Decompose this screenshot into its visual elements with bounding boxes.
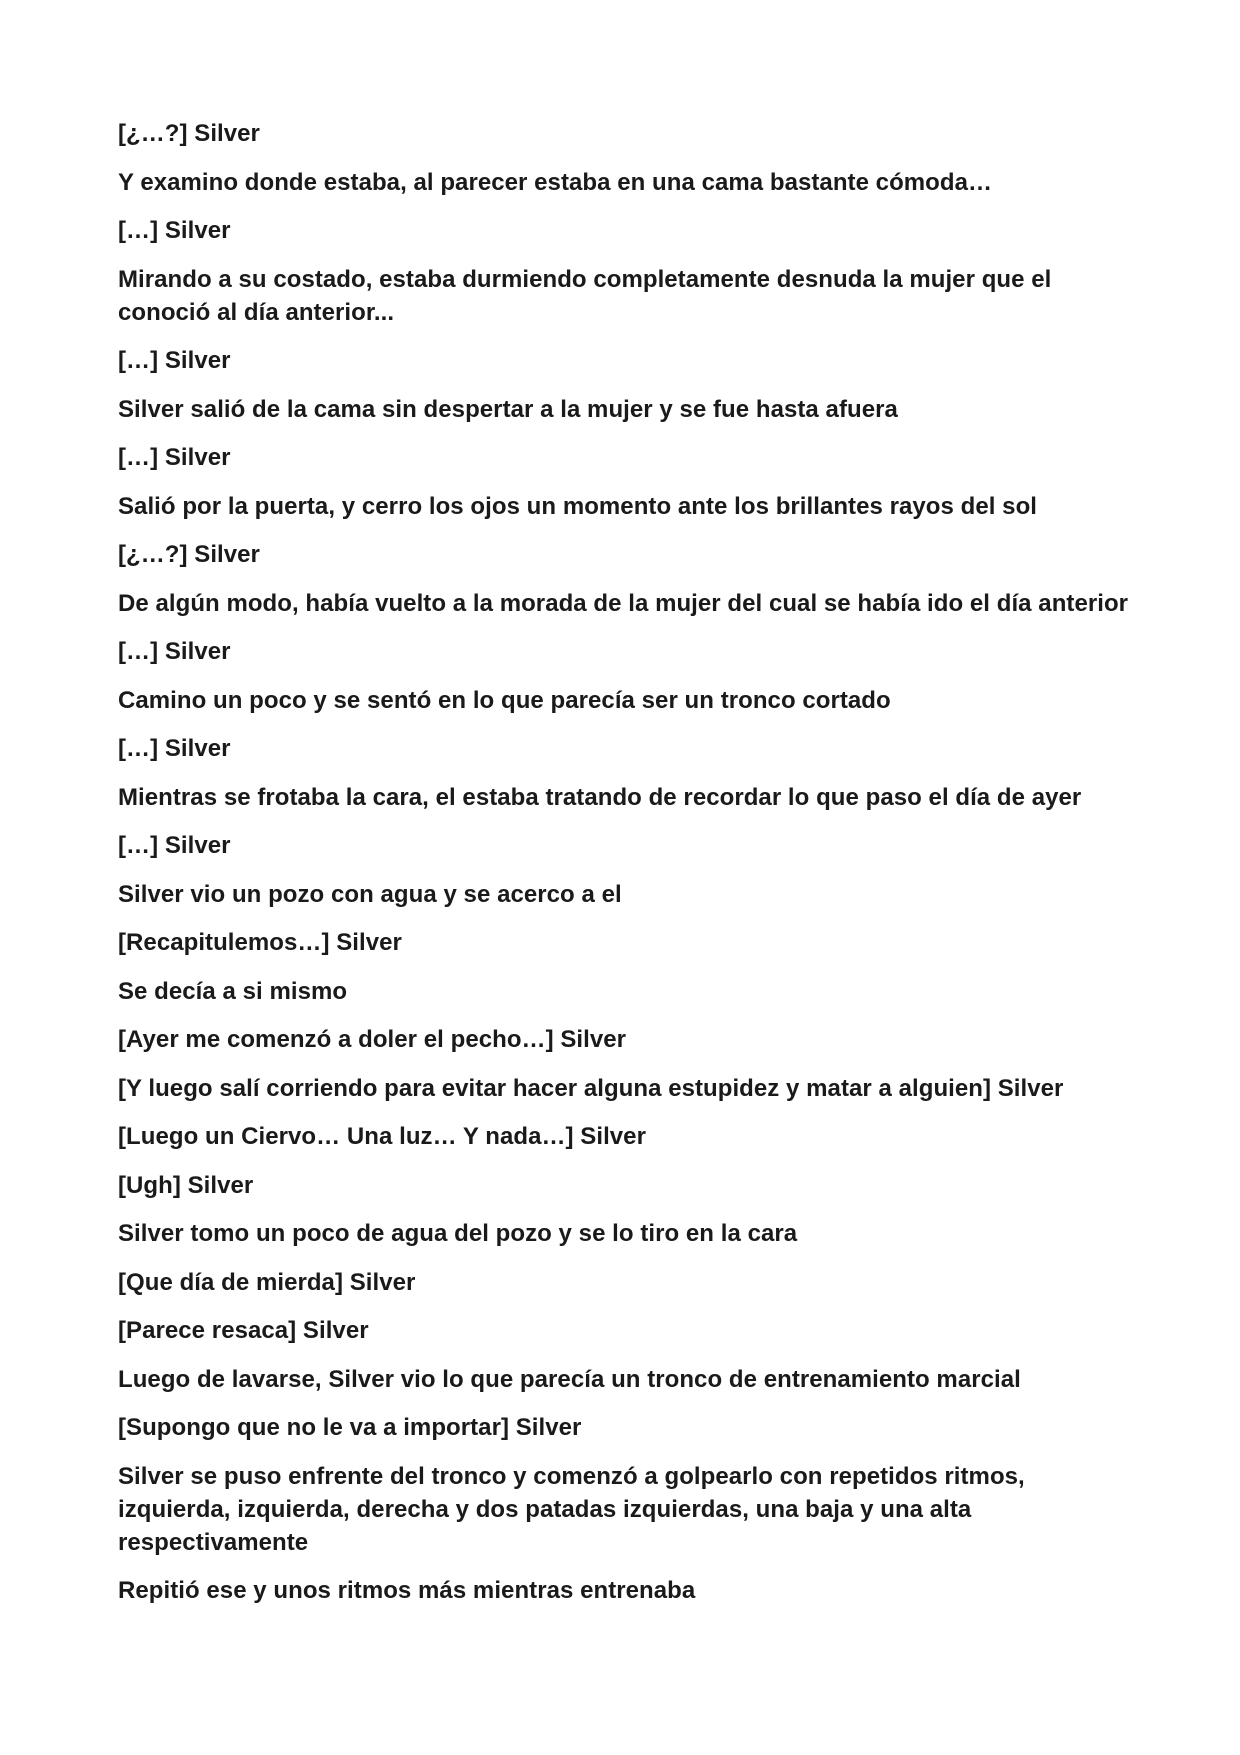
paragraph-12: Camino un poco y se sentó en lo que parecía ser un tronco cortado: [118, 686, 891, 714]
paragraph-15: […] Silver: [118, 832, 231, 859]
paragraph-27: [Supongo que no le va a importar] Silver: [118, 1414, 582, 1441]
paragraph-13: […] Silver: [118, 735, 231, 762]
paragraph-5: […] Silver: [118, 347, 231, 374]
paragraph-2: Y examino donde estaba, al parecer estaba en una cama bastante cómoda…: [118, 168, 993, 196]
paragraph-9: [¿…?] Silver: [118, 541, 260, 568]
paragraph-10: De algún modo, había vuelto a la morada de la mujer del cual se había ido el día anterior: [118, 589, 1129, 617]
paragraph-4: Mirando a su costado, estaba durmiendo completamente desnuda la mujer que el conoció al día anterior...: [118, 265, 1052, 326]
paragraph-19: [Ayer me comenzó a doler el pecho…] Silver: [118, 1026, 627, 1053]
paragraph-3: […] Silver: [118, 217, 231, 244]
paragraph-18: Se decía a si mismo: [118, 977, 348, 1005]
paragraph-14: Mientras se frotaba la cara, el estaba tratando de recordar lo que paso el día de ayer: [118, 783, 1082, 811]
document-body: [118, 117, 1130, 1607]
paragraph-8: Salió por la puerta, y cerro los ojos un momento ante los brillantes rayos del sol: [118, 492, 1037, 520]
paragraph-23: Silver tomo un poco de agua del pozo y se lo tiro en la cara: [118, 1220, 798, 1247]
paragraph-29: Repitió ese y unos ritmos más mientras entrenaba: [118, 1577, 696, 1604]
paragraph-24: [Que día de mierda] Silver: [118, 1268, 416, 1296]
paragraph-7: […] Silver: [118, 444, 231, 471]
paragraph-25: [Parece resaca] Silver: [118, 1317, 369, 1344]
paragraph-28: Silver se puso enfrente del tronco y comenzó a golpearlo con repetidos ritmos, izquierda, izquierda, derecha y dos patadas izquierdas, una baja y una alta respectivamente: [118, 1462, 1025, 1556]
paragraph-17: [Recapitulemos…] Silver: [118, 929, 402, 956]
paragraph-21: [Luego un Ciervo… Una luz… Y nada…] Silver: [118, 1123, 646, 1150]
paragraph-6: Silver salió de la cama sin despertar a la mujer y se fue hasta afuera: [118, 395, 898, 423]
paragraph-1: [¿…?] Silver: [118, 120, 260, 147]
paragraph-20: [Y luego salí corriendo para evitar hacer alguna estupidez y matar a alguien] Silver: [118, 1074, 1064, 1102]
paragraph-22: [Ugh] Silver: [118, 1171, 254, 1199]
paragraph-11: […] Silver: [118, 638, 231, 665]
paragraph-26: Luego de lavarse, Silver vio lo que parecía un tronco de entrenamiento marcial: [118, 1365, 1021, 1393]
paragraph-16: Silver vio un pozo con agua y se acerco a el: [118, 880, 622, 908]
